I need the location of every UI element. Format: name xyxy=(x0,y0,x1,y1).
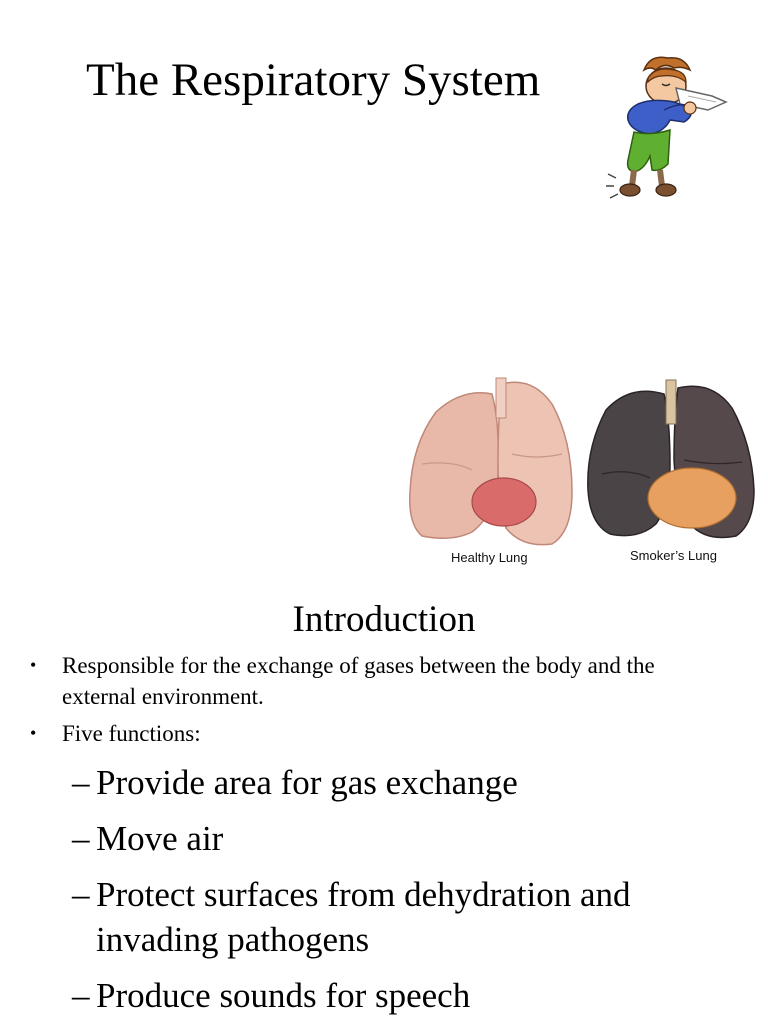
section-title: Introduction xyxy=(292,599,476,640)
bullet-text: Responsible for the exchange of gases between the body and the external environment. xyxy=(62,653,655,709)
dash-marker: – xyxy=(72,976,90,1015)
function-text: Produce sounds for speech xyxy=(96,976,471,1015)
lung-illustration xyxy=(402,364,766,572)
smoker-lung-caption: Smoker’s Lung xyxy=(630,548,717,563)
function-text: Move air xyxy=(96,819,224,858)
function-text: Protect surfaces from dehydration and invading pathogens xyxy=(96,875,631,959)
function-item xyxy=(72,872,732,962)
bullet-item xyxy=(30,650,710,712)
function-item xyxy=(72,816,732,861)
lung-comparison-photo xyxy=(402,364,766,572)
healthy-lung-image xyxy=(410,378,572,545)
function-item xyxy=(72,760,732,805)
function-text: Provide area for gas exchange xyxy=(96,763,518,802)
bullet-marker: • xyxy=(30,723,37,743)
bullet-list xyxy=(30,650,710,755)
functions-list xyxy=(72,760,732,1029)
bullet-text: Five functions: xyxy=(62,721,201,746)
function-item xyxy=(72,973,732,1018)
bullet-item xyxy=(30,718,710,749)
dash-marker: – xyxy=(72,819,90,858)
slide-title: The Respiratory System xyxy=(86,54,541,106)
healthy-lung-caption: Healthy Lung xyxy=(451,550,528,565)
dash-marker: – xyxy=(72,875,90,914)
bullet-marker: • xyxy=(30,655,37,675)
smoker-lung-image xyxy=(588,380,754,538)
sneezing-boy-clipart xyxy=(604,52,732,206)
dash-marker: – xyxy=(72,763,90,802)
